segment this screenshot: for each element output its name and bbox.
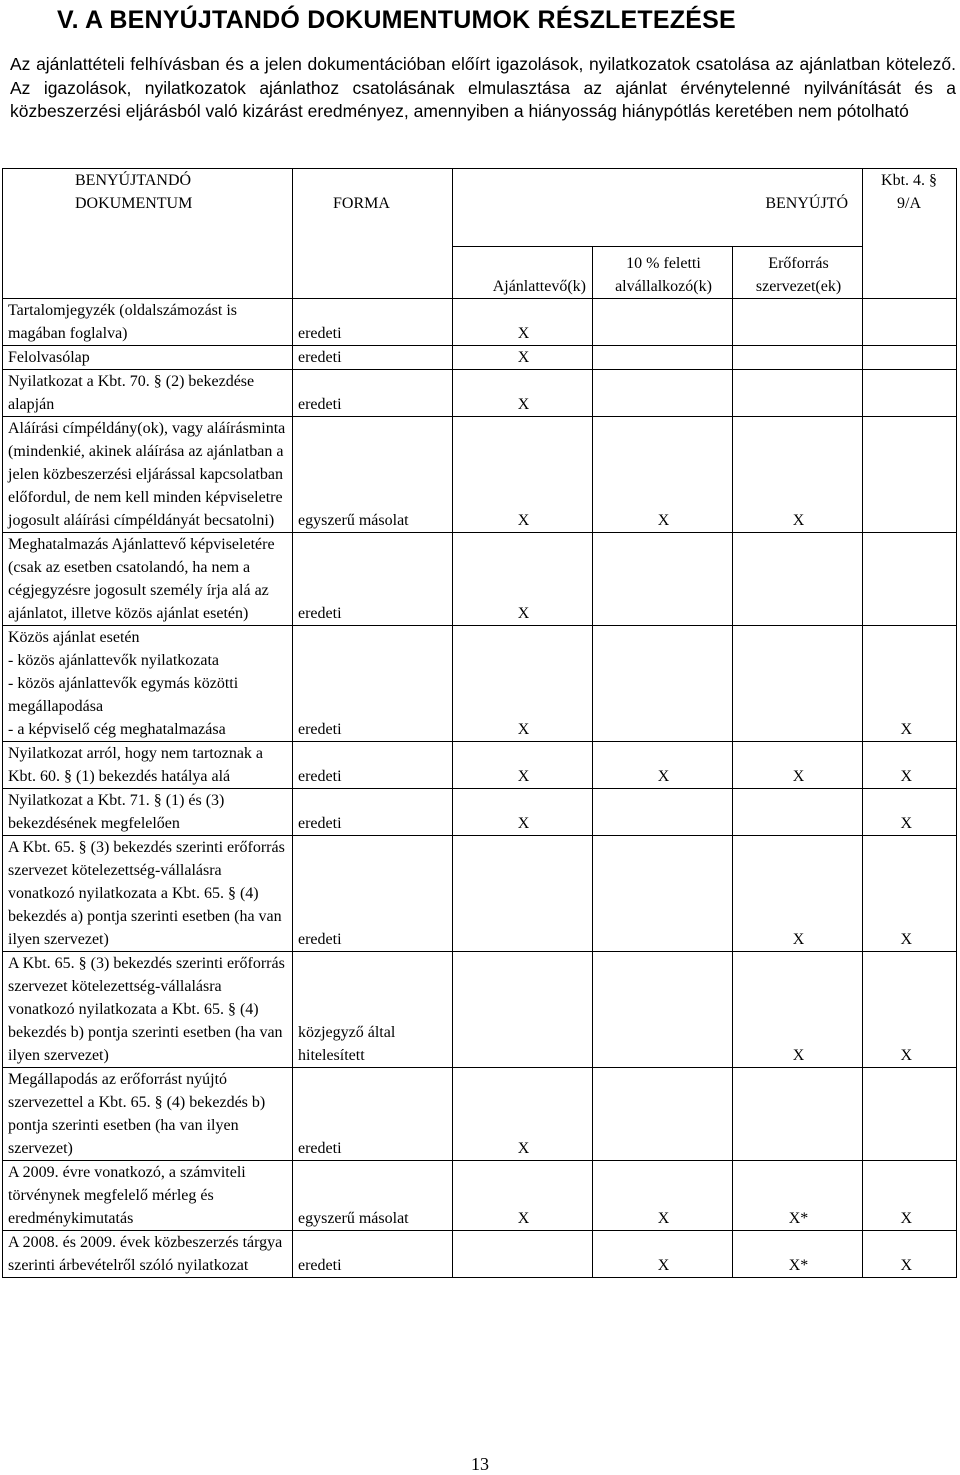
document-cell: Nyilatkozat a Kbt. 71. § (1) és (3) bekezdésének megfelelően — [3, 789, 293, 836]
bidder-cell: X — [453, 417, 593, 533]
kbt-cell: X — [863, 952, 957, 1068]
form-cell: egyszerű másolat — [293, 1161, 453, 1231]
document-cell: A 2008. és 2009. évek közbeszerzés tárgya szerinti árbevételről szóló nyilatkozat — [3, 1231, 293, 1278]
resource-cell — [733, 533, 863, 626]
header-form — [293, 169, 453, 299]
resource-cell: X — [733, 742, 863, 789]
bidder-cell: X — [453, 370, 593, 417]
resource-cell: X — [733, 952, 863, 1068]
subcontractor-cell: X — [593, 1161, 733, 1231]
bidder-cell — [453, 1231, 593, 1278]
document-cell: Nyilatkozat arról, hogy nem tartoznak a Kbt. 60. § (1) bekezdés hatálya alá — [3, 742, 293, 789]
kbt-cell: X — [863, 742, 957, 789]
subcontractor-cell: X — [593, 742, 733, 789]
subcontractor-cell: X — [593, 1231, 733, 1278]
form-cell: eredeti — [293, 836, 453, 952]
table-row — [3, 1068, 957, 1161]
table-row — [3, 533, 957, 626]
document-cell: Nyilatkozat a Kbt. 70. § (2) bekezdése alapján — [3, 370, 293, 417]
resource-cell: X* — [733, 1231, 863, 1278]
kbt-cell: X — [863, 1231, 957, 1278]
document-cell: Megállapodás az erőforrást nyújtó szervezettel a Kbt. 65. § (4) bekezdés b) pontja szerinti esetben (ha van ilyen szervezet) — [3, 1068, 293, 1161]
section-heading: V. A BENYÚJTANDÓ DOKUMENTUMOK RÉSZLETEZÉSE — [57, 6, 736, 34]
table-row — [3, 370, 957, 417]
header-bidder: Ajánlattevő(k) — [453, 247, 593, 299]
subcontractor-cell — [593, 346, 733, 370]
bidder-cell: X — [453, 299, 593, 346]
document-cell: Meghatalmazás Ajánlattevő képviseletére (csak az esetben csatolandó, ha nem a cégjegyzésre jogosult személy írja alá az ajánlatot, illetve közös ajánlat esetén) — [3, 533, 293, 626]
resource-cell: X — [733, 417, 863, 533]
intro-paragraph: Az ajánlattételi felhívásban és a jelen dokumentációban előírt igazolások, nyilatkozatok csatolása az ajánlatban kötelező. Az igazolások, nyilatkozatok ajánlathoz csatolásának elmulasztása az ajánlat érvénytelenné nyilvánítását és a közbeszerzési eljárásból való kizárást eredményez, amennyiben a hiányosság hiánypótlás keretében nem pótolható — [10, 54, 956, 121]
bidder-cell: X — [453, 789, 593, 836]
subcontractor-cell — [593, 1068, 733, 1161]
bidder-cell: X — [453, 533, 593, 626]
resource-cell — [733, 1068, 863, 1161]
form-cell: eredeti — [293, 299, 453, 346]
document-cell: Felolvasólap — [3, 346, 293, 370]
bidder-cell: X — [453, 626, 593, 742]
table-row — [3, 952, 957, 1068]
header-document — [3, 169, 293, 299]
kbt-cell: X — [863, 836, 957, 952]
subcontractor-cell — [593, 952, 733, 1068]
subcontractor-cell — [593, 533, 733, 626]
bidder-cell: X — [453, 1068, 593, 1161]
form-cell: egyszerű másolat — [293, 417, 453, 533]
header-form-label: FORMA — [333, 195, 390, 212]
table-row — [3, 742, 957, 789]
kbt-cell — [863, 299, 957, 346]
kbt-cell: X — [863, 789, 957, 836]
header-kbt-line1: Kbt. 4. § — [881, 172, 938, 189]
bidder-cell: X — [453, 1161, 593, 1231]
document-cell: A 2009. évre vonatkozó, a számviteli törvénynek megfelelő mérleg és eredménykimutatás — [3, 1161, 293, 1231]
bidder-cell — [453, 952, 593, 1068]
subcontractor-cell — [593, 626, 733, 742]
form-cell: közjegyző által hitelesített — [293, 952, 453, 1068]
kbt-cell — [863, 370, 957, 417]
form-cell: eredeti — [293, 789, 453, 836]
form-cell: eredeti — [293, 370, 453, 417]
header-subcontractor: 10 % feletti alvállalkozó(k) — [593, 247, 733, 299]
resource-cell: X* — [733, 1161, 863, 1231]
table-row — [3, 836, 957, 952]
document-cell: A Kbt. 65. § (3) bekezdés szerinti erőforrás szervezet kötelezettség-vállalásra vonatkozó nyilatkozata a Kbt. 65. § (4) bekezdés b) pontja szerinti esetben (ha van ilyen szervezet) — [3, 952, 293, 1068]
subcontractor-cell: X — [593, 417, 733, 533]
header-document-line2: DOKUMENTUM — [75, 195, 193, 212]
resource-cell — [733, 626, 863, 742]
kbt-cell: X — [863, 626, 957, 742]
form-cell: eredeti — [293, 346, 453, 370]
document-cell: A Kbt. 65. § (3) bekezdés szerinti erőforrás szervezet kötelezettség-vállalásra vonatkozó nyilatkozata a Kbt. 65. § (4) bekezdés a) pontja szerinti esetben (ha van ilyen szervezet) — [3, 836, 293, 952]
page-number: 13 — [471, 1454, 489, 1474]
header-submitter-label: BENYÚJTÓ — [765, 195, 849, 212]
kbt-cell — [863, 1068, 957, 1161]
header-kbt — [863, 169, 957, 299]
table-row — [3, 1161, 957, 1231]
subcontractor-cell — [593, 836, 733, 952]
form-cell: eredeti — [293, 742, 453, 789]
form-cell: eredeti — [293, 626, 453, 742]
documents-table — [2, 168, 957, 1278]
subcontractor-cell — [593, 789, 733, 836]
bidder-cell: X — [453, 346, 593, 370]
header-resource: Erőforrás szervezet(ek) — [733, 247, 863, 299]
kbt-cell — [863, 346, 957, 370]
table-header-row-1 — [3, 169, 957, 247]
header-kbt-line2: 9/A — [897, 195, 922, 212]
resource-cell — [733, 370, 863, 417]
table-row — [3, 626, 957, 742]
table-row — [3, 417, 957, 533]
kbt-cell — [863, 533, 957, 626]
bidder-cell: X — [453, 742, 593, 789]
subcontractor-cell — [593, 370, 733, 417]
form-cell: eredeti — [293, 1068, 453, 1161]
resource-cell — [733, 299, 863, 346]
table-row — [3, 1231, 957, 1278]
header-submitter — [453, 169, 863, 247]
kbt-cell — [863, 417, 957, 533]
table-body — [3, 299, 957, 1278]
table-row — [3, 299, 957, 346]
document-cell: Közös ajánlat esetén - közös ajánlattevők nyilatkozata - közös ajánlattevők egymás közötti megállapodása - a képviselő cég meghatalmazása — [3, 626, 293, 742]
bidder-cell — [453, 836, 593, 952]
form-cell: eredeti — [293, 533, 453, 626]
form-cell: eredeti — [293, 1231, 453, 1278]
resource-cell — [733, 789, 863, 836]
resource-cell — [733, 346, 863, 370]
kbt-cell: X — [863, 1161, 957, 1231]
header-document-line1: BENYÚJTANDÓ — [75, 172, 192, 189]
table-row — [3, 346, 957, 370]
document-cell: Aláírási címpéldány(ok), vagy aláírásminta (mindenkié, akinek aláírása az ajánlatban a jelen közbeszerzési eljárással kapcsolatban előfordul, de nem kell minden képviseletre jogosult aláírási címpéldányát becsatolni) — [3, 417, 293, 533]
document-cell: Tartalomjegyzék (oldalszámozást is magában foglalva) — [3, 299, 293, 346]
table-row — [3, 789, 957, 836]
resource-cell: X — [733, 836, 863, 952]
subcontractor-cell — [593, 299, 733, 346]
